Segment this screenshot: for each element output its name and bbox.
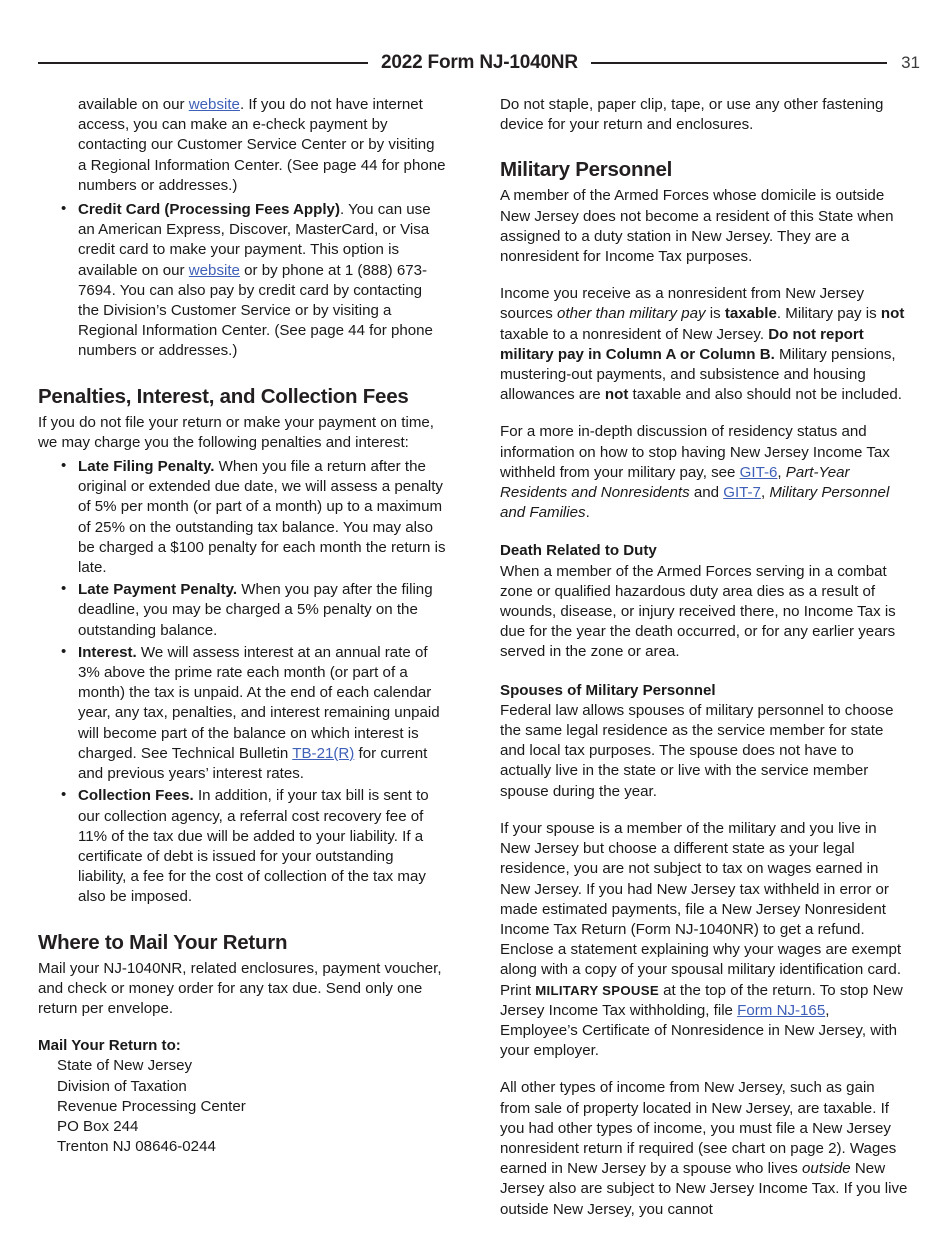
income-bold4: not <box>604 386 629 404</box>
income-bold3: Do not report military pay in Column A or Column B. <box>500 325 864 363</box>
mailing-address-block <box>38 1036 446 1157</box>
form-nj-165-link[interactable]: Form NJ-165 <box>737 1001 826 1019</box>
echeck-text-part1: available on our <box>78 96 189 113</box>
collection-fees-text: In addition, if your tax bill is sent to our collection agency, a referral cost recovery fee of 11% of the tax due will be added to your liability. If a certificate of debt is issued for your outstanding liability, a fee for the cost of collection of the tax may also be imposed. <box>78 787 429 906</box>
payment-method-list <box>38 200 446 362</box>
collection-fees-bullet <box>38 786 446 907</box>
interest-bold-lead: Interest. <box>78 643 137 661</box>
late-payment-text: When you pay after the filing deadline, you may be charged a 5% penalty on the outstanding balance. <box>78 581 433 639</box>
income-part6: taxable and also should not be included. <box>628 386 902 404</box>
header-rule-right <box>591 62 887 64</box>
echeck-text-part2: . If you do not have internet access, you can make an e-check payment by contacting our Customer Service Center or by visiting a Regional Information Center. (See page 44 for phone numbers or addresses.) <box>78 96 446 194</box>
mail-to-label: Mail Your Return to: <box>38 1037 181 1055</box>
income-bold1: taxable <box>724 305 777 323</box>
right-column <box>500 95 908 1220</box>
other-income-para <box>500 1078 908 1219</box>
military-spouse-smallcaps: MILITARY SPOUSE <box>535 982 659 998</box>
git-7-link[interactable]: GIT-7 <box>723 484 761 502</box>
git-6-link[interactable]: GIT-6 <box>739 463 778 481</box>
website-link-creditcard[interactable]: website <box>188 261 240 279</box>
late-filing-bold-lead: Late Filing Penalty. <box>78 458 215 476</box>
indepth-italic2: Military Personnel and Families <box>500 484 890 522</box>
credit-card-bullet <box>38 200 446 362</box>
indepth-part5: . <box>585 504 590 522</box>
military-personnel-heading: Military Personnel <box>500 158 673 182</box>
death-related-para: When a member of the Armed Forces serving in a combat zone or qualified hazardous duty area dies as a result of wounds, disease, or injury received there, no Income Tax is due for the year the death occurred, or for any earlier years served in the zone or area. <box>500 562 896 661</box>
collection-fees-bold-lead: Collection Fees. <box>78 787 194 805</box>
late-filing-text: When you file a return after the original or extended due date, we will assess a penalty of 5% per month (or part of a month) up to a maximum of 25% on the outstanding tax balance. You may also be charged a $100 penalty for each month the return is late. <box>78 458 446 577</box>
income-part2: is <box>705 305 725 323</box>
income-bold2: not <box>880 305 905 323</box>
echeck-bullet-continued <box>38 95 446 196</box>
credit-card-part1: . You can use an American Express, Discover, MasterCard, or Visa credit card to make your payment. This option is available on our <box>78 201 431 279</box>
credit-card-bold-lead: Credit Card (Processing Fees Apply) <box>78 201 340 219</box>
indepth-part4: , <box>760 484 770 502</box>
spouses-military-para: Federal law allows spouses of military personnel to choose the same legal residence as the service member for state and local tax purposes. The spouse does not have to actually live in the state or live with the service member spouse during the year. <box>500 701 894 800</box>
address-line-5: Trenton NJ 08646-0244 <box>57 1138 216 1156</box>
indepth-italic1: Part-Year Residents and Nonresidents <box>500 463 850 502</box>
income-taxable-para <box>500 284 908 405</box>
page-header <box>0 46 950 80</box>
income-part5: Military pensions, mustering-out payments, and subsistence and housing allowances are <box>500 345 896 404</box>
income-italic1: other than military pay <box>557 305 706 323</box>
address-line-2: Division of Taxation <box>57 1077 187 1095</box>
indepth-part1: For a more in-depth discussion of residency status and information on how to stop having New Jersey Income Tax withheld from your military pay, see <box>500 423 890 481</box>
late-payment-bold-lead: Late Payment Penalty. <box>78 581 238 599</box>
income-part3: . Military pay is <box>776 305 881 323</box>
address-line-4: PO Box 244 <box>57 1117 139 1135</box>
late-payment-penalty-bullet <box>38 580 446 641</box>
penalties-list <box>38 457 446 907</box>
interest-part1: We will assess interest at an annual rate of 3% above the prime rate each month (or part of a month) the tax is unpaid. At the end of each calendar year, any tax, penalties, and interest remaining unpaid will become part of the balance on which interest is charged. See Technical Bulletin <box>78 643 440 762</box>
income-part4: taxable to a nonresident of New Jersey. <box>500 325 769 343</box>
website-link-echeck[interactable]: website <box>188 96 240 113</box>
indepth-part3: and <box>689 484 724 502</box>
address-line-1: State of New Jersey <box>57 1057 193 1075</box>
penalties-intro: If you do not file your return or make your payment on time, we may charge you the following penalties and interest: <box>38 413 434 451</box>
header-rule-left <box>38 62 368 64</box>
indepth-discussion-para <box>500 422 908 523</box>
address-line-3: Revenue Processing Center <box>57 1097 246 1115</box>
tb-21r-link[interactable]: TB-21(R) <box>292 744 355 762</box>
page-number: 31 <box>901 53 920 72</box>
spouse-detail-part1: If your spouse is a member of the military and you live in New Jersey but choose a different state as your legal residence, you are not subject to tax on wages earned in New Jersey. If you had New Jersey tax withheld in error or made estimated payments, file a New Jersey Nonresident Income Tax Return (Form NJ-1040NR) to get a refund. Enclose a statement explaining why your wages are exempt along with a copy of your spousal military identification card. Print <box>500 819 902 999</box>
left-column <box>38 95 446 1157</box>
death-related-heading: Death Related to Duty <box>500 542 657 560</box>
late-filing-penalty-bullet <box>38 457 446 578</box>
income-part1: Income you receive as a nonresident from New Jersey sources <box>500 285 865 323</box>
interest-part2: for current and previous years’ interest rates. <box>78 744 428 783</box>
interest-bullet <box>38 643 446 784</box>
other-income-italic1: outside <box>802 1160 851 1178</box>
indepth-part2: , <box>777 463 786 481</box>
other-income-part2: New Jersey also are subject to New Jersey Income Tax. If you live outside New Jersey, you cannot <box>500 1160 908 1218</box>
military-intro-para: A member of the Armed Forces whose domicile is outside New Jersey does not become a resident of this State when assigned to a duty station in New Jersey. They are a nonresident for Income Tax purposes. <box>500 187 894 266</box>
spouse-detail-part2: at the top of the return. To stop New Jersey Income Tax withholding, file <box>500 981 903 1019</box>
spouses-military-heading: Spouses of Military Personnel <box>500 681 716 699</box>
mail-return-heading: Where to Mail Your Return <box>38 930 288 954</box>
mail-return-intro: Mail your NJ-1040NR, related enclosures, payment voucher, and check or money order for any tax due. Send only one return per envelope. <box>38 959 442 1017</box>
spouse-detail-part3: , Employee’s Certificate of Nonresidence in New Jersey, with your employer. <box>500 1001 898 1060</box>
other-income-part1: All other types of income from New Jersey, such as gain from sale of property located in New Jersey, are taxable. If you had other types of income, you must file a New Jersey nonresident return if required (see chart on page 2). Wages earned in New Jersey by a spouse who lives <box>500 1079 897 1178</box>
spouse-detail-para <box>500 819 908 1061</box>
page-title: 2022 Form NJ-1040NR <box>381 52 578 73</box>
penalties-heading: Penalties, Interest, and Collection Fees <box>38 384 409 408</box>
no-staple-note: Do not staple, paper clip, tape, or use any other fastening device for your return and enclosures. <box>500 96 884 134</box>
credit-card-part2: or by phone at 1 (888) 673-7694. You can also pay by credit card by contacting the Division’s Customer Service or by visiting a Regional Information Center. (See page 44 for phone numbers or addresses.) <box>78 261 433 360</box>
